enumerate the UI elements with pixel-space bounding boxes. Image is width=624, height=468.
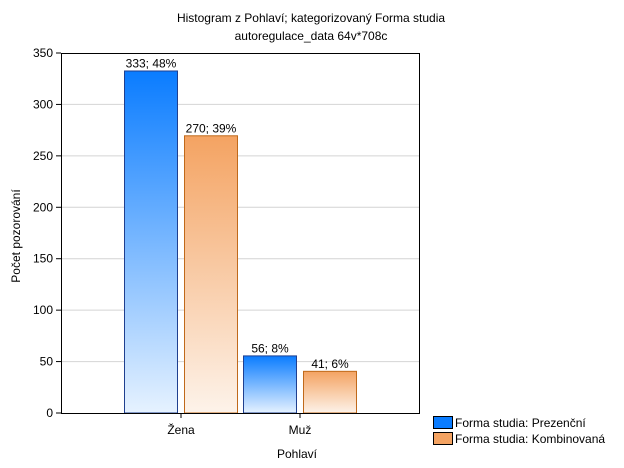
legend-swatch <box>434 433 453 445</box>
bar <box>244 356 297 413</box>
plot-frame <box>62 54 420 414</box>
legend-swatch <box>434 417 453 429</box>
legend-label: Forma studia: Kombinovaná <box>455 432 606 446</box>
bar-value-label: 41; 6% <box>311 356 349 371</box>
bar-value-label: 56; 8% <box>251 341 289 356</box>
chart-title: Histogram z Pohlaví; kategorizovaný Forma studia <box>176 11 446 25</box>
bar-value-label: 270; 39% <box>185 121 237 136</box>
y-tick-label: 100 <box>32 303 53 318</box>
bar <box>125 71 178 413</box>
bar-value-label: 333; 48% <box>125 56 177 71</box>
y-tick-label: 50 <box>39 354 53 369</box>
x-tick-label: Muž <box>288 423 312 437</box>
legend-label: Forma studia: Prezenční <box>455 416 586 430</box>
plot-area <box>33 46 420 437</box>
chart-subtitle: autoregulace_data 64v*708c <box>234 29 388 43</box>
y-tick-label: 150 <box>32 251 53 266</box>
x-axis-label: Pohlaví <box>276 447 318 461</box>
bar <box>185 136 238 413</box>
y-axis-label: Počet pozorování <box>9 189 23 283</box>
bar <box>304 371 357 413</box>
legend <box>434 416 606 446</box>
x-tick-label: Žena <box>167 423 195 437</box>
y-tick-label: 350 <box>32 46 53 60</box>
y-tick-label: 250 <box>32 148 53 163</box>
y-tick-label: 300 <box>32 97 53 112</box>
y-tick-label: 200 <box>32 200 53 215</box>
y-tick-label: 0 <box>46 406 53 420</box>
